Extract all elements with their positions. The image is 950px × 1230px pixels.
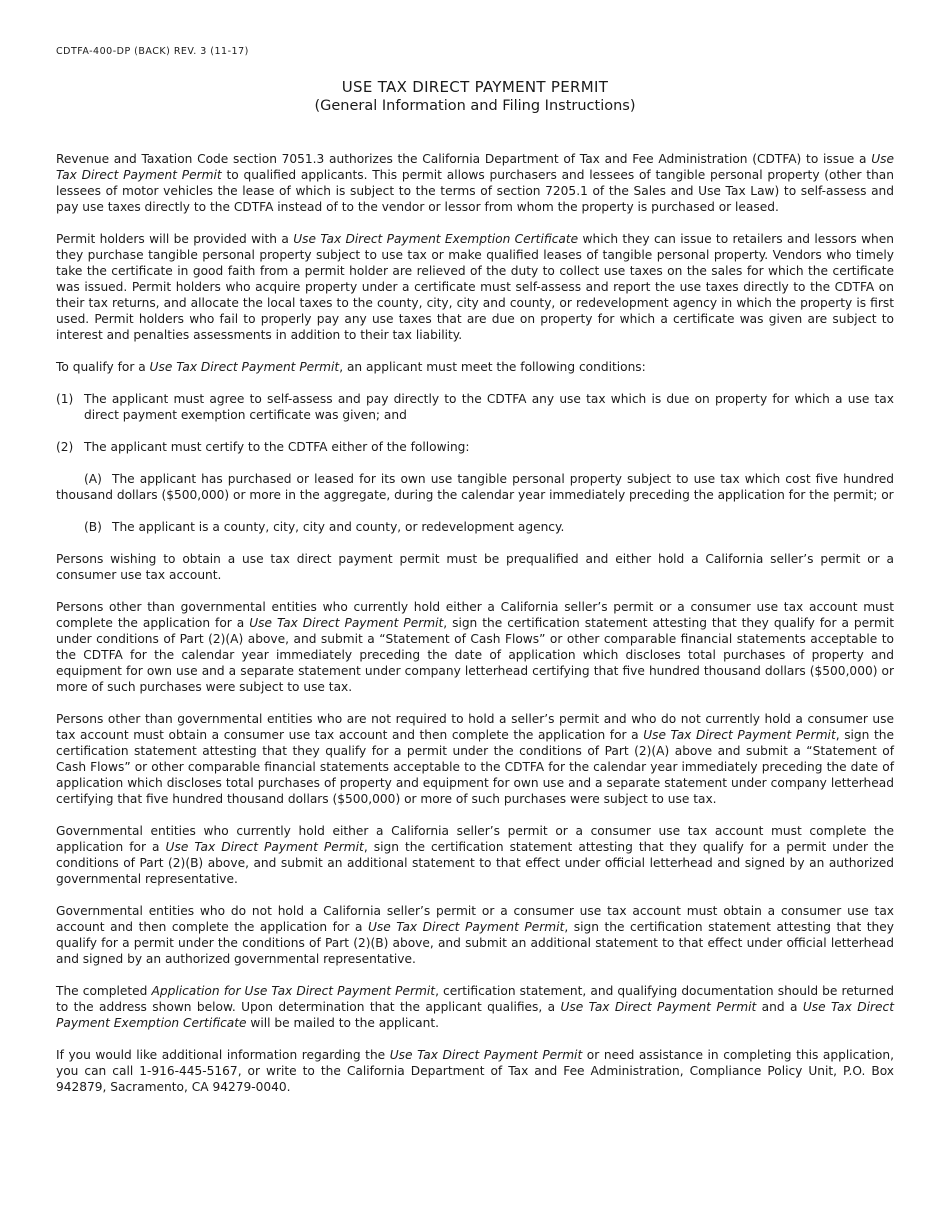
italic-term: Use Tax Direct Payment Permit	[249, 616, 444, 630]
text-run: The completed	[56, 984, 152, 998]
italic-term: Use Tax Direct Payment Permit	[560, 1000, 757, 1014]
body-text	[56, 151, 894, 1111]
italic-term: Use Tax Direct Payment Permit	[56, 152, 894, 182]
text-run: Persons other than governmental entities who currently hold either a California seller’s permit or a consumer use tax account must complete the application for a	[56, 600, 894, 630]
paragraph-qualify	[56, 359, 894, 375]
paragraph-prequalified: Persons wishing to obtain a use tax direct payment permit must be prequalified and either hold a California seller’s permit or a consumer use tax account.	[56, 552, 894, 582]
condition-1	[56, 391, 894, 423]
italic-term: Use Tax Direct Payment Permit	[165, 840, 364, 854]
paragraph-nongov-holders	[56, 599, 894, 695]
text-run: , sign the certification statement attesting that they qualify for a permit under conditions of Part (2)(A) above, and submit a “Statement of Cash Flows” or other comparable financial statements acceptable to the CDTFA for the calendar year immediately preceding the date of application which discloses total purchases of property and equipment for own use and a separate statement under company letterhead certifying that five hundred thousand dollars ($500,000) or more of such purchases were subject to use tax.	[56, 616, 894, 694]
text-run: , certification statement, and qualifying documentation should be returned to the address shown below. Upon determination that the applicant qualifies, a	[56, 984, 894, 1014]
italic-term: Use Tax Direct Payment Permit	[367, 920, 565, 934]
sub-item-text: The applicant has purchased or leased for its own use tangible personal property subject to use tax which cost five hundred thousand dollars ($500,000) or more in the aggregate, during the calendar year immediately preceding the application for the permit; or	[56, 472, 894, 502]
sub-item-label: (B)	[84, 520, 102, 534]
text-run: to qualified applicants. This permit allows purchasers and lessees of tangible personal property (other than lessees of motor vehicles the lease of which is subject to the terms of section 7205.1 of the Sales and Use Tax Law) to self-assess and pay use taxes directly to the CDTFA instead of to the vendor or lessor from whom the property is purchased or leased.	[56, 168, 894, 214]
paragraph-authorization	[56, 151, 894, 215]
text-run: , an applicant must meet the following conditions:	[339, 360, 646, 374]
text-run: Governmental entities who currently hold either a California seller’s permit or a consumer use tax account must complete the application for a	[56, 824, 894, 854]
italic-term: Use Tax Direct Payment Exemption Certificate	[56, 1000, 894, 1030]
condition-2	[56, 439, 894, 455]
condition-2b	[56, 519, 894, 535]
title-block	[0, 78, 950, 116]
italic-term: Use Tax Direct Payment Permit	[643, 728, 836, 742]
text-run: Permit holders will be provided with a	[56, 232, 294, 246]
text-run: , sign the certification statement attesting that they qualify for a permit under the conditions of Part (2)(B) above, and submit an additional statement to that effect under official letterhead and signed by an authorized governmental representative.	[56, 920, 894, 966]
text-run: which they can issue to retailers and lessors when they purchase tangible personal property subject to use tax or make qualified leases of tangible personal property. Vendors who timely take the certificate in good faith from a permit holder are relieved of the duty to collect use taxes on the sales for which the certificate was issued. Permit holders who acquire property under a certificate must self-assess and report the use taxes directly to the CDTFA on their tax returns, and allocate the local taxes to the county, city, city and county, or redevelopment agency in which the property is first used. Permit holders who fail to properly pay any use taxes that are due on property for which a certificate was given are subject to interest and penalties assessments in addition to their tax liability.	[56, 232, 895, 342]
italic-term: Use Tax Direct Payment Permit	[149, 360, 340, 374]
paragraph-contact	[56, 1047, 894, 1095]
page-title: USE TAX DIRECT PAYMENT PERMIT	[341, 78, 609, 96]
text-run: To qualify for a	[56, 360, 150, 374]
paragraph-submission	[56, 983, 894, 1031]
paragraph-exemption-certificate	[56, 231, 894, 343]
text-run: , sign the certification statement attesting that they qualify for a permit under the conditions of Part (2)(A) above and submit a “Statement of Cash Flows” or other comparable financial statements acceptable to the CDTFA for the calendar year immediately preceding the date of application which discloses total purchases of property and equipment for own use and a separate statement under company letterhead certifying that five hundred thousand dollars ($500,000) or more of such purchases were subject to use tax.	[56, 728, 894, 806]
italic-term: Use Tax Direct Payment Permit	[389, 1048, 583, 1062]
sub-item-text: The applicant is a county, city, city and county, or redevelopment agency.	[112, 520, 565, 534]
condition-number: (1)	[56, 392, 74, 406]
condition-2a	[56, 471, 894, 503]
paragraph-gov-holders	[56, 823, 894, 887]
text-run: Revenue and Taxation Code section 7051.3 authorizes the California Department of Tax and Fee Administration (CDTFA) to issue a	[56, 152, 872, 166]
condition-number: (2)	[56, 440, 74, 454]
italic-term: Use Tax Direct Payment Exemption Certificate	[293, 232, 579, 246]
text-run: or need assistance in completing this application, you can call 1-916-445-5167, or write to the California Department of Tax and Fee Administration, Compliance Policy Unit, P.O. Box 942879, Sacramento, CA 94279-0040.	[56, 1048, 894, 1094]
text-run: and a	[756, 1000, 803, 1014]
italic-term: Application for Use Tax Direct Payment Permit	[151, 984, 436, 998]
text-run: will be mailed to the applicant.	[246, 1016, 439, 1030]
text-run: Governmental entities who do not hold a California seller’s permit or a consumer use tax account must obtain a consumer use tax account and then complete the application for a	[56, 904, 894, 934]
condition-text: The applicant must agree to self-assess and pay directly to the CDTFA any use tax which is due on property for which a use tax direct payment exemption certificate was given; and	[84, 392, 894, 422]
text-run: Persons other than governmental entities who are not required to hold a seller’s permit and who do not currently hold a consumer use tax account must obtain a consumer use tax account and then complete the application for a	[56, 712, 894, 742]
condition-text: The applicant must certify to the CDTFA either of the following:	[84, 440, 470, 454]
sub-item-label: (A)	[84, 472, 102, 486]
form-id: CDTFA-400-DP (BACK) REV. 3 (11-17)	[56, 46, 249, 57]
text-run: If you would like additional information regarding the	[56, 1048, 390, 1062]
page-subtitle: (General Information and Filing Instructions)	[314, 98, 636, 114]
text-run: , sign the certification statement attesting that they qualify for a permit under the conditions of Part (2)(B) above, and submit an additional statement to that effect under official letterhead and signed by an authorized governmental representative.	[56, 840, 895, 886]
paragraph-nongov-nonholders	[56, 711, 894, 807]
paragraph-gov-nonholders	[56, 903, 894, 967]
